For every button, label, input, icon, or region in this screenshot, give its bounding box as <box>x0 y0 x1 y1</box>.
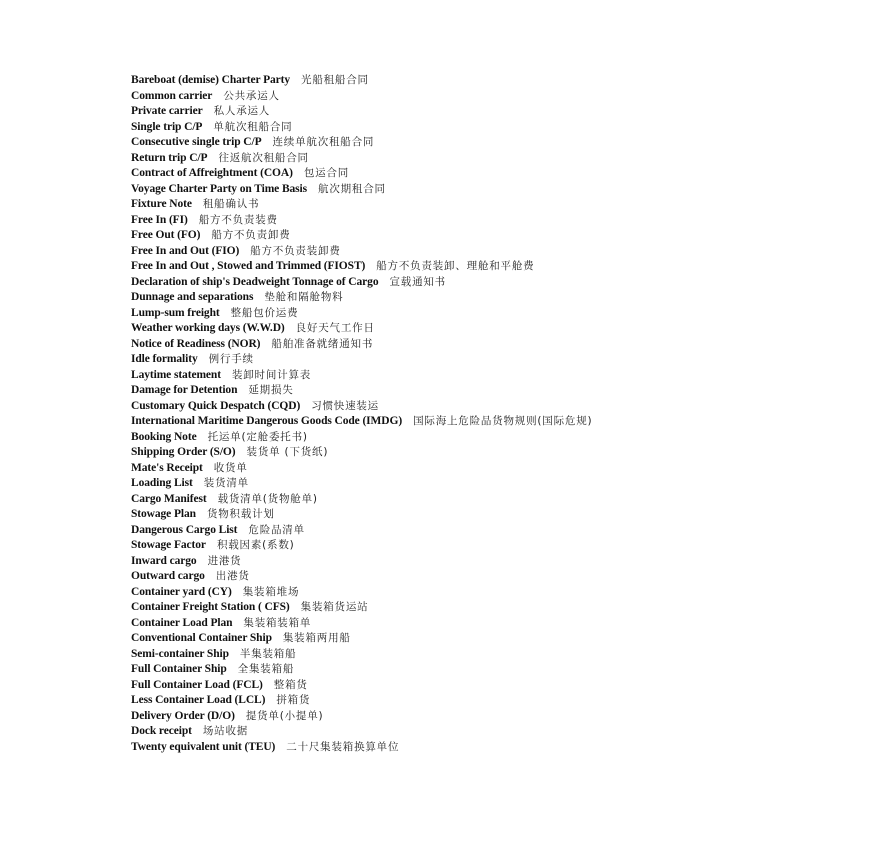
english-term: Delivery Order (D/O) <box>131 709 235 722</box>
glossary-entry <box>131 319 592 335</box>
glossary-entry <box>131 102 592 118</box>
glossary-entry <box>131 707 592 723</box>
english-term: Inward cargo <box>131 554 197 567</box>
chinese-translation: 整船包价运费 <box>230 306 299 319</box>
english-term: Bareboat (demise) Charter Party <box>131 74 291 86</box>
english-term: Weather working days (W.W.D) <box>131 322 285 334</box>
english-term: Return trip C/P <box>131 151 208 164</box>
glossary-entry <box>131 335 592 351</box>
english-term: Free Out (FO) <box>131 229 201 241</box>
english-term: Consecutive single trip C/P <box>131 136 262 148</box>
english-term: Single trip C/P <box>131 120 203 133</box>
glossary-entry <box>131 691 592 707</box>
glossary-entry <box>131 536 592 552</box>
english-term: Loading List <box>131 477 193 489</box>
chinese-translation: 租船确认书 <box>202 198 260 210</box>
chinese-translation: 全集装箱船 <box>237 663 295 675</box>
glossary-entry <box>131 412 592 428</box>
english-term: Container yard (CY) <box>131 585 232 598</box>
english-term: Full Container Ship <box>131 663 227 675</box>
chinese-translation: 出港货 <box>215 570 250 582</box>
chinese-translation: 船方不负责装卸费 <box>250 244 341 257</box>
glossary-entry <box>131 645 592 661</box>
glossary-entry <box>131 180 592 196</box>
glossary-entry <box>131 397 592 413</box>
english-term: Full Container Load (FCL) <box>131 678 263 691</box>
glossary-entry <box>131 443 592 459</box>
glossary-entry <box>131 195 592 211</box>
chinese-translation: 集装箱货运站 <box>300 601 369 613</box>
glossary-entry <box>131 738 592 754</box>
chinese-translation: 宣载通知书 <box>389 275 446 288</box>
chinese-translation: 集装箱两用船 <box>282 632 351 644</box>
glossary-entry <box>131 226 592 242</box>
glossary-entry <box>131 71 592 87</box>
english-term: Free In (FI) <box>131 213 188 226</box>
chinese-translation: 船方不负责装费 <box>198 213 278 226</box>
glossary-entry <box>131 676 592 692</box>
glossary-entry <box>131 552 592 568</box>
english-term: Declaration of ship's Deadweight Tonnage of Cargo <box>131 275 379 288</box>
chinese-translation: 例行手续 <box>208 353 254 365</box>
english-term: Dunnage and separations <box>131 291 254 303</box>
english-term: Fixture Note <box>131 198 192 210</box>
chinese-translation: 场站收据 <box>202 725 249 737</box>
english-term: Container Load Plan <box>131 616 233 629</box>
english-term: Free In and Out (FIO) <box>131 244 240 257</box>
chinese-translation: 包运合同 <box>303 167 350 179</box>
glossary-entry <box>131 598 592 614</box>
chinese-translation: 半集装箱船 <box>239 647 297 660</box>
chinese-translation: 光船租船合同 <box>301 74 369 86</box>
glossary-entry <box>131 428 592 444</box>
glossary-entry <box>131 133 592 149</box>
glossary-entry <box>131 490 592 506</box>
glossary-entry <box>131 474 592 490</box>
glossary-entry <box>131 242 592 258</box>
chinese-translation: 延期损失 <box>248 384 294 396</box>
chinese-translation: 习惯快速装运 <box>311 399 379 412</box>
english-term: Dangerous Cargo List <box>131 523 238 536</box>
english-term: Notice of Readiness (NOR) <box>131 337 261 350</box>
english-term: Less Container Load (LCL) <box>131 694 266 706</box>
english-term: Lump-sum freight <box>131 306 220 319</box>
chinese-translation: 二十尺集装箱换算单位 <box>286 740 400 753</box>
chinese-translation: 积载因素(系数) <box>216 539 295 551</box>
english-term: Free In and Out , Stowed and Trimmed (FIOST) <box>131 260 366 272</box>
english-term: International Maritime Dangerous Goods Code (IMDG) <box>131 415 403 427</box>
glossary-entry <box>131 629 592 645</box>
glossary-entry <box>131 505 592 521</box>
chinese-translation: 连续单航次租船合同 <box>272 136 375 148</box>
glossary-entry <box>131 381 592 397</box>
glossary-entry <box>131 304 592 320</box>
english-term: Mate's Receipt <box>131 461 203 474</box>
chinese-translation: 航次期租合同 <box>318 182 386 195</box>
chinese-translation: 国际海上危险品货物规则(国际危规) <box>413 415 593 427</box>
chinese-translation: 垫舱和隔舱物料 <box>264 291 344 303</box>
glossary-entry <box>131 614 592 630</box>
chinese-translation: 托运单(定舱委托书) <box>207 430 308 443</box>
glossary-entry <box>131 149 592 165</box>
glossary-entry <box>131 118 592 134</box>
chinese-translation: 装货单 (下货纸) <box>246 446 329 458</box>
english-term: Stowage Factor <box>131 539 206 551</box>
english-term: Contract of Affreightment (COA) <box>131 167 293 179</box>
glossary-entry <box>131 350 592 366</box>
glossary-entry <box>131 521 592 537</box>
glossary-entry <box>131 257 592 273</box>
chinese-translation: 货物积载计划 <box>206 508 275 520</box>
chinese-translation: 提货单(小提单) <box>245 709 324 722</box>
chinese-translation: 进港货 <box>207 554 242 567</box>
chinese-translation: 船方不负责装卸、理舱和平舱费 <box>376 260 535 272</box>
glossary-entry <box>131 288 592 304</box>
chinese-translation: 装卸时间计算表 <box>231 368 312 381</box>
chinese-translation: 集装箱堆场 <box>242 585 300 598</box>
glossary-entry <box>131 722 592 738</box>
english-term: Private carrier <box>131 105 203 117</box>
chinese-translation: 船方不负责卸费 <box>211 229 291 241</box>
glossary-entry <box>131 87 592 103</box>
english-term: Twenty equivalent unit (TEU) <box>131 740 276 753</box>
english-term: Laytime statement <box>131 368 221 381</box>
glossary-entry <box>131 459 592 475</box>
glossary-entry <box>131 567 592 583</box>
chinese-translation: 载货清单(货物舱单) <box>217 492 318 505</box>
chinese-translation: 公共承运人 <box>223 89 280 102</box>
chinese-translation: 船舶准备就绪通知书 <box>271 337 374 350</box>
english-term: Shipping Order (S/O) <box>131 446 236 458</box>
english-term: Damage for Detention <box>131 384 238 396</box>
glossary-entry <box>131 211 592 227</box>
chinese-translation: 拼箱货 <box>276 694 311 706</box>
chinese-translation: 收货单 <box>213 461 248 474</box>
english-term: Outward cargo <box>131 570 205 582</box>
shipping-glossary-list <box>131 71 592 753</box>
english-term: Conventional Container Ship <box>131 632 272 644</box>
glossary-entry <box>131 660 592 676</box>
english-term: Semi-container Ship <box>131 647 229 660</box>
glossary-entry <box>131 273 592 289</box>
english-term: Booking Note <box>131 430 197 443</box>
english-term: Voyage Charter Party on Time Basis <box>131 182 308 195</box>
english-term: Customary Quick Despatch (CQD) <box>131 399 301 412</box>
chinese-translation: 整箱货 <box>273 678 308 691</box>
english-term: Idle formality <box>131 353 198 365</box>
english-term: Stowage Plan <box>131 508 196 520</box>
chinese-translation: 危险品清单 <box>248 523 305 536</box>
chinese-translation: 私人承运人 <box>213 105 271 117</box>
glossary-entry <box>131 583 592 599</box>
glossary-entry <box>131 164 592 180</box>
english-term: Common carrier <box>131 89 213 102</box>
english-term: Cargo Manifest <box>131 492 207 505</box>
chinese-translation: 单航次租船合同 <box>213 120 293 133</box>
chinese-translation: 装货清单 <box>203 477 249 489</box>
chinese-translation: 往返航次租船合同 <box>218 151 309 164</box>
english-term: Dock receipt <box>131 725 192 737</box>
english-term: Container Freight Station ( CFS) <box>131 601 290 613</box>
chinese-translation: 集装箱装箱单 <box>243 616 312 629</box>
chinese-translation: 良好天气工作日 <box>295 322 375 334</box>
glossary-entry <box>131 366 592 382</box>
